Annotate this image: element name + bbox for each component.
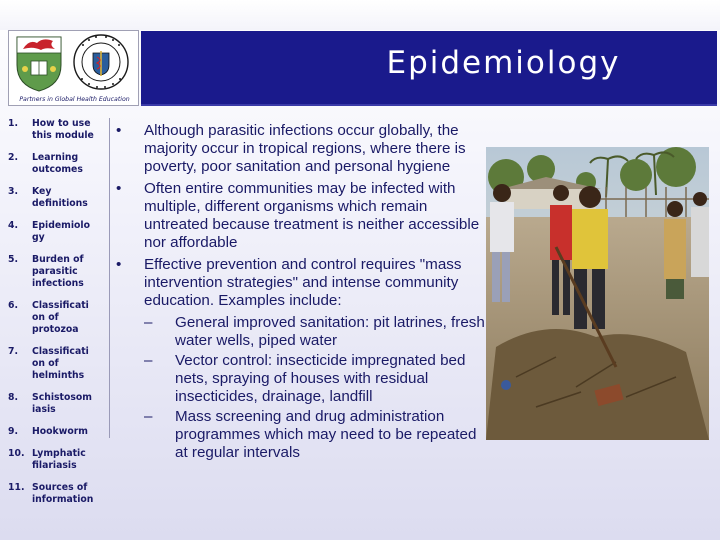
bullet-list bbox=[114, 122, 486, 310]
sidebar-item[interactable] bbox=[8, 346, 109, 382]
bullet-item bbox=[114, 256, 486, 310]
sidebar-item-number: 11. bbox=[8, 482, 25, 493]
main-content bbox=[114, 122, 486, 464]
bullet-text: Although parasitic infections occur globally, the majority occur in tropical regions, where there is poverty, poor sanitation and personal hygiene bbox=[144, 122, 466, 175]
bullet-text: Often entire communities may be infected with multiple, different organisms which remain untreated because treatment is neither accessible nor affordable bbox=[144, 180, 480, 251]
sidebar-item-label: Schistosom iasis bbox=[32, 392, 92, 415]
sub-bullet-item bbox=[144, 314, 486, 350]
title-bar bbox=[141, 31, 717, 106]
sidebar-item-label: Classificati on of protozoa bbox=[32, 300, 89, 335]
bullet-marker: • bbox=[116, 256, 122, 273]
page-title: Epidemiology bbox=[386, 45, 621, 81]
bullet-marker: • bbox=[116, 180, 122, 197]
sidebar-item[interactable] bbox=[8, 300, 109, 336]
sub-bullet-marker: – bbox=[144, 352, 153, 369]
sidebar-item-number: 5. bbox=[8, 254, 19, 265]
logos bbox=[9, 31, 140, 95]
sidebar-item-number: 9. bbox=[8, 426, 19, 437]
sidebar-nav bbox=[8, 118, 109, 510]
sidebar-item[interactable] bbox=[8, 186, 109, 210]
sidebar-item-number: 7. bbox=[8, 346, 19, 357]
sidebar-item[interactable] bbox=[8, 254, 109, 290]
community-sanitation-photo bbox=[486, 147, 709, 440]
logo-panel bbox=[8, 30, 139, 106]
sidebar-item-number: 6. bbox=[8, 300, 19, 311]
bullet-marker: • bbox=[116, 122, 122, 139]
sidebar-item[interactable] bbox=[8, 118, 109, 142]
sidebar-item[interactable] bbox=[8, 448, 109, 472]
sidebar-item[interactable] bbox=[8, 220, 109, 244]
welsh-dragon-crest-icon bbox=[17, 37, 61, 91]
sidebar-item-label: Key definitions bbox=[32, 186, 88, 209]
sidebar-item-number: 8. bbox=[8, 392, 19, 403]
bullet-item bbox=[114, 122, 486, 176]
sub-bullet-marker: – bbox=[144, 408, 153, 425]
sidebar-item-label: Epidemiolo gy bbox=[32, 220, 90, 243]
sub-bullet-text: General improved sanitation: pit latrines, fresh water wells, piped water bbox=[175, 314, 485, 349]
sidebar-item-label: Sources of information bbox=[32, 482, 94, 505]
sidebar-item[interactable] bbox=[8, 482, 109, 506]
sidebar-item-label: Hookworm bbox=[32, 426, 88, 437]
sub-bullet-item bbox=[144, 352, 486, 406]
sub-bullet-marker: – bbox=[144, 314, 153, 331]
sidebar-item[interactable] bbox=[8, 426, 109, 438]
title-accent-line bbox=[141, 104, 717, 106]
sidebar-item-label: Classificati on of helminths bbox=[32, 346, 89, 381]
sub-bullet-text: Mass screening and drug administration programmes which may need to be repeated at regular intervals bbox=[175, 408, 477, 461]
sidebar-item-number: 10. bbox=[8, 448, 25, 459]
sidebar-item-label: Burden of parasitic infections bbox=[32, 254, 84, 289]
bullet-text: Effective prevention and control requires "mass intervention strategies" and intense community education. Examples include: bbox=[144, 256, 462, 309]
sidebar-item-number: 4. bbox=[8, 220, 19, 231]
sub-bullet-list bbox=[114, 314, 486, 462]
sidebar-item-number: 3. bbox=[8, 186, 19, 197]
college-of-medicine-seal-icon bbox=[74, 35, 128, 89]
sidebar-item[interactable] bbox=[8, 392, 109, 416]
top-strip bbox=[0, 0, 720, 30]
sub-bullet-text: Vector control: insecticide impregnated bed nets, spraying of houses with residual insecticides, drainage, landfill bbox=[175, 352, 466, 405]
sidebar-item-number: 2. bbox=[8, 152, 19, 163]
sidebar-item-label: How to use this module bbox=[32, 118, 94, 141]
sidebar-divider bbox=[109, 118, 110, 438]
sidebar-item-label: Lymphatic filariasis bbox=[32, 448, 86, 471]
partners-caption: Partners in Global Health Education bbox=[19, 96, 130, 103]
sub-bullet-item bbox=[144, 408, 486, 462]
bullet-item bbox=[114, 180, 486, 252]
sidebar-item[interactable] bbox=[8, 152, 109, 176]
sidebar-item-number: 1. bbox=[8, 118, 19, 129]
sidebar-item-label: Learning outcomes bbox=[32, 152, 83, 175]
